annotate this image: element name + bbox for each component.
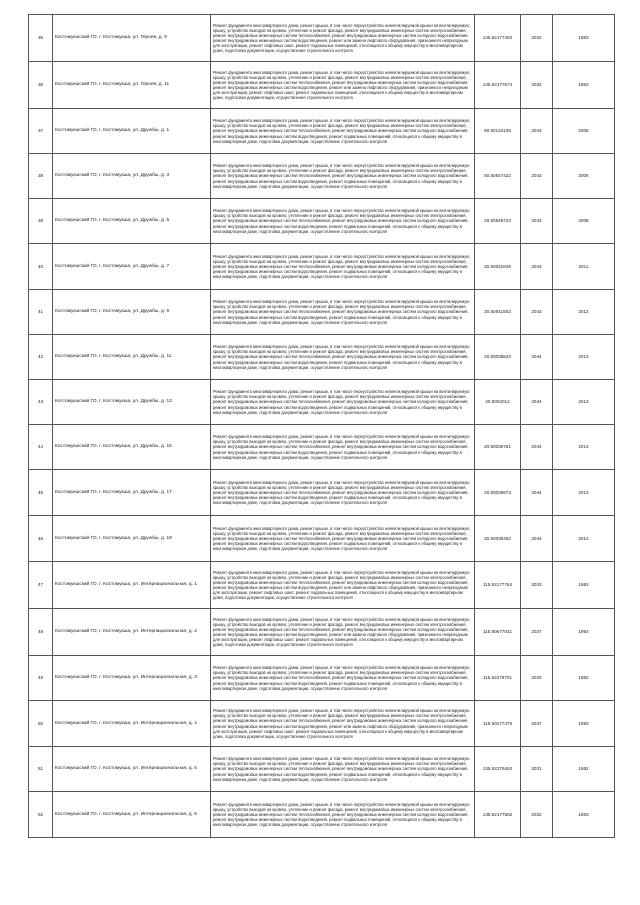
- row-number: 51: [29, 747, 53, 792]
- works-cell: Ремонт фундамента многоквартирного дома, ремонт крыши, в том числе переустройство невентилируемой крыши на вентилируемую крышу, устройство выходов на кровлю, утепление и ремонт фасада, ремонт внутридомовых инженерных систем электроснабжения, ремонт внутридомовых инженерных систем теплоснабжения, ремонт внутридомовых инженерных систем холодного водоснабжения, ремонт внутридомовых инженерных систем водоотведения, ремонт подвальных помещений, относящихся к общему имуществу в многоквартирном доме, подготовка документации, осуществление строительного контроля: [211, 290, 475, 335]
- works-cell: Ремонт фундамента многоквартирного дома, ремонт крыши, в том числе переустройство невентилируемой крыши на вентилируемую крышу, устройство выходов на кровлю, утепление и ремонт фасада, ремонт внутридомовых инженерных систем электроснабжения, ремонт внутридомовых инженерных систем теплоснабжения, ремонт внутридомовых инженерных систем холодного водоснабжения, ремонт внутридомовых инженерных систем водоотведения, ремонт подвальных помещений, относящихся к общему имуществу в многоквартирном доме, подготовка документации, осуществление строительного контроля: [211, 656, 475, 701]
- works-cell: Ремонт фундамента многоквартирного дома, ремонт крыши, в том числе переустройство невентилируемой крыши на вентилируемую крышу, устройство выходов на кровлю, утепление и ремонт фасада, ремонт внутридомовых инженерных систем электроснабжения, ремонт внутридомовых инженерных систем теплоснабжения, ремонт внутридомовых инженерных систем холодного водоснабжения, ремонт внутридомовых инженерных систем водоотведения, ремонт подвальных помещений, относящихся к общему имуществу в многоквартирном доме, подготовка документации, осуществление строительного контроля: [211, 792, 475, 838]
- build-year-cell: 2006: [553, 154, 615, 199]
- repair-year-cell: 2044: [521, 516, 553, 562]
- row-number: 37: [29, 109, 53, 154]
- address-cell: Костомукшский ГО, г. Костомукша, ул. Интернациональная, д. 2: [53, 609, 211, 656]
- build-year-cell: 2011: [553, 244, 615, 290]
- table-body: [29, 15, 615, 838]
- works-cell: Ремонт фундамента многоквартирного дома, ремонт крыши, в том числе переустройство невентилируемой крыши на вентилируемую крышу, устройство выходов на кровлю, утепление и ремонт фасада, ремонт внутридомовых инженерных систем электроснабжения, ремонт внутридомовых инженерных систем теплоснабжения, ремонт внутридомовых инженерных систем холодного водоснабжения, ремонт внутридомовых инженерных систем водоотведения, ремонт подвальных помещений, относящихся к общему имуществу в многоквартирном доме, подготовка документации, осуществление строительного контроля: [211, 244, 475, 290]
- cost-cell: 135.52177574: [475, 62, 521, 109]
- row-number: 49: [29, 656, 53, 701]
- cost-cell: 115.50277478: [475, 701, 521, 747]
- build-year-cell: 2013: [553, 335, 615, 380]
- row-number: 45: [29, 470, 53, 516]
- repair-year-cell: 2043: [521, 290, 553, 335]
- repair-year-cell: 2032: [521, 792, 553, 838]
- cost-cell: 20.50038761: [475, 425, 521, 470]
- table-row: [29, 290, 615, 335]
- works-cell: Ремонт фундамента многоквартирного дома, ремонт крыши, в том числе переустройство невентилируемой крыши на вентилируемую крышу, устройство выходов на кровлю, утепление и ремонт фасада, ремонт внутридомовых инженерных систем электроснабжения, ремонт внутридомовых инженерных систем теплоснабжения, ремонт внутридомовых инженерных систем холодного водоснабжения, ремонт внутридомовых инженерных систем водоотведения, ремонт подвальных помещений, относящихся к общему имуществу в многоквартирном доме, подготовка документации, осуществление строительного контроля: [211, 470, 475, 516]
- table-row: [29, 516, 615, 562]
- row-number: 47: [29, 562, 53, 609]
- works-cell: Ремонт фундамента многоквартирного дома, ремонт крыши, в том числе переустройство невентилируемой крыши на вентилируемую крышу, устройство выходов на кровлю, утепление и ремонт фасада, ремонт внутридомовых инженерных систем электроснабжения, ремонт внутридомовых инженерных систем теплоснабжения, ремонт внутридомовых инженерных систем холодного водоснабжения, ремонт внутридомовых инженерных систем водоотведения, ремонт подвальных помещений, относящихся к общему имуществу в многоквартирном доме, подготовка документации, осуществление строительного контроля: [211, 335, 475, 380]
- address-cell: Костомукшский ГО, г. Костомукша, ул. Дружбы, д. 11: [53, 335, 211, 380]
- repair-year-cell: 2044: [521, 380, 553, 425]
- repair-year-cell: 2044: [521, 335, 553, 380]
- cost-cell: 115.52276701: [475, 656, 521, 701]
- document-page: [28, 14, 614, 838]
- build-year-cell: 2014: [553, 425, 615, 470]
- address-cell: Костомукшский ГО, г. Костомукша, ул. Дружбы, д. 7: [53, 244, 211, 290]
- row-number: 43: [29, 380, 53, 425]
- cost-cell: 50.50547422: [475, 154, 521, 199]
- row-number: 48: [29, 609, 53, 656]
- table-row: [29, 609, 615, 656]
- works-cell: Ремонт фундамента многоквартирного дома, ремонт крыши, в том числе переустройство невентилируемой крыши на вентилируемую крышу, устройство выходов на кровлю, утепление и ремонт фасада, ремонт внутридомовых инженерных систем электроснабжения, ремонт внутридомовых инженерных систем теплоснабжения, ремонт внутридомовых инженерных систем холодного водоснабжения, ремонт внутридомовых инженерных систем водоотведения, ремонт или замена лифтового оборудования, признанного непригодным для эксплуатации, ремонт лифтовых шахт, ремонт подвальных помещений, относящихся к общему имуществу в многоквартирном доме, подготовка документации, осуществление строительного контроля: [211, 562, 475, 609]
- table-row: [29, 335, 615, 380]
- repair-program-table: [28, 14, 615, 838]
- build-year-cell: 1993: [553, 701, 615, 747]
- cost-cell: 50.50143105: [475, 109, 521, 154]
- build-year-cell: 1982: [553, 656, 615, 701]
- build-year-cell: 1993: [553, 609, 615, 656]
- works-cell: Ремонт фундамента многоквартирного дома, ремонт крыши, в том числе переустройство невентилируемой крыши на вентилируемую крышу, устройство выходов на кровлю, утепление и ремонт фасада, ремонт внутридомовых инженерных систем электроснабжения, ремонт внутридомовых инженерных систем теплоснабжения, ремонт внутридомовых инженерных систем холодного водоснабжения, ремонт внутридомовых инженерных систем водоотведения, ремонт подвальных помещений, относящихся к общему имуществу в многоквартирном доме, подготовка документации, осуществление строительного контроля: [211, 425, 475, 470]
- table-row: [29, 380, 615, 425]
- build-year-cell: 1983: [553, 562, 615, 609]
- address-cell: Костомукшский ГО, г. Костомукша, ул. Дружбы, д. 17: [53, 470, 211, 516]
- build-year-cell: 2012: [553, 290, 615, 335]
- table-row: [29, 656, 615, 701]
- repair-year-cell: 2043: [521, 199, 553, 244]
- repair-year-cell: 2044: [521, 425, 553, 470]
- build-year-cell: 1982: [553, 747, 615, 792]
- address-cell: Костомукшский ГО, г. Костомукша, ул. Интернациональная, д. 1: [53, 562, 211, 609]
- build-year-cell: 2013: [553, 470, 615, 516]
- works-cell: Ремонт фундамента многоквартирного дома, ремонт крыши, в том числе переустройство невентилируемой крыши на вентилируемую крышу, устройство выходов на кровлю, утепление и ремонт фасада, ремонт внутридомовых инженерных систем электроснабжения, ремонт внутридомовых инженерных систем теплоснабжения, ремонт внутридомовых инженерных систем холодного водоснабжения, ремонт внутридомовых инженерных систем водоотведения, ремонт подвальных помещений, относящихся к общему имуществу в многоквартирном доме, подготовка документации, осуществление строительного контроля: [211, 199, 475, 244]
- address-cell: Костомукшский ГО, г. Костомукша, ул. Дружбы, д. 5: [53, 199, 211, 244]
- cost-cell: 115.50677031: [475, 609, 521, 656]
- works-cell: Ремонт фундамента многоквартирного дома, ремонт крыши, в том числе переустройство невентилируемой крыши на вентилируемую крышу, устройство выходов на кровлю, утепление и ремонт фасада, ремонт внутридомовых инженерных систем электроснабжения, ремонт внутридомовых инженерных систем теплоснабжения, ремонт внутридомовых инженерных систем холодного водоснабжения, ремонт внутридомовых инженерных систем водоотведения, ремонт или замена лифтового оборудования, признанного непригодным для эксплуатации, ремонт лифтовых шахт, ремонт подвальных помещений, относящихся к общему имуществу в многоквартирном доме, подготовка документации, осуществление строительного контроля: [211, 15, 475, 62]
- row-number: 40: [29, 244, 53, 290]
- row-number: 39: [29, 199, 53, 244]
- repair-year-cell: 2032: [521, 62, 553, 109]
- build-year-cell: 1983: [553, 15, 615, 62]
- row-number: 35: [29, 15, 53, 62]
- row-number: 41: [29, 290, 53, 335]
- build-year-cell: 1983: [553, 62, 615, 109]
- address-cell: Костомукшский ГО, г. Костомукша, ул. Дружбы, д. 3: [53, 154, 211, 199]
- table-row: [29, 562, 615, 609]
- works-cell: Ремонт фундамента многоквартирного дома, ремонт крыши, в том числе переустройство невентилируемой крыши на вентилируемую крышу, устройство выходов на кровлю, утепление и ремонт фасада, ремонт внутридомовых инженерных систем электроснабжения, ремонт внутридомовых инженерных систем теплоснабжения, ремонт внутридомовых инженерных систем холодного водоснабжения, ремонт внутридомовых инженерных систем водоотведения, ремонт или замена лифтового оборудования, признанного непригодным для эксплуатации, ремонт лифтовых шахт, ремонт подвальных помещений, относящихся к общему имуществу в многоквартирном доме, подготовка документации, осуществление строительного контроля: [211, 701, 475, 747]
- cost-cell: 20.50549724: [475, 199, 521, 244]
- address-cell: Костомукшский ГО, г. Костомукша, ул. Интернациональная, д. 6: [53, 792, 211, 838]
- table-row: [29, 15, 615, 62]
- table-row: [29, 701, 615, 747]
- repair-year-cell: 2033: [521, 562, 553, 609]
- repair-year-cell: 2043: [521, 154, 553, 199]
- row-number: 44: [29, 425, 53, 470]
- works-cell: Ремонт фундамента многоквартирного дома, ремонт крыши, в том числе переустройство невентилируемой крыши на вентилируемую крышу, устройство выходов на кровлю, утепление и ремонт фасада, ремонт внутридомовых инженерных систем электроснабжения, ремонт внутридомовых инженерных систем теплоснабжения, ремонт внутридомовых инженерных систем холодного водоснабжения, ремонт внутридомовых инженерных систем водоотведения, ремонт или замена лифтового оборудования, признанного непригодным для эксплуатации, ремонт лифтовых шахт, ремонт подвальных помещений, относящихся к общему имуществу в многоквартирном доме, подготовка документации, осуществление строительного контроля: [211, 62, 475, 109]
- table-row: [29, 792, 615, 838]
- row-number: 46: [29, 516, 53, 562]
- cost-cell: 135.52177462: [475, 15, 521, 62]
- row-number: 36: [29, 62, 53, 109]
- repair-year-cell: 2044: [521, 470, 553, 516]
- address-cell: Костомукшский ГО, г. Костомукша, ул. Дружбы, д. 15: [53, 425, 211, 470]
- address-cell: Костомукшский ГО, г. Костомукша, ул. Дружбы, д. 9: [53, 290, 211, 335]
- repair-year-cell: 2032: [521, 15, 553, 62]
- build-year-cell: 1983: [553, 792, 615, 838]
- cost-cell: 20.50038843: [475, 335, 521, 380]
- table-row: [29, 747, 615, 792]
- cost-cell: 20.50038462: [475, 516, 521, 562]
- table-row: [29, 199, 615, 244]
- table-row: [29, 62, 615, 109]
- address-cell: Костомукшский ГО, г. Костомукша, ул. Дружбы, д. 13: [53, 380, 211, 425]
- row-number: 50: [29, 701, 53, 747]
- works-cell: Ремонт фундамента многоквартирного дома, ремонт крыши, в том числе переустройство невентилируемой крыши на вентилируемую крышу, устройство выходов на кровлю, утепление и ремонт фасада, ремонт внутридомовых инженерных систем электроснабжения, ремонт внутридомовых инженерных систем теплоснабжения, ремонт внутридомовых инженерных систем холодного водоснабжения, ремонт внутридомовых инженерных систем водоотведения, ремонт или замена лифтового оборудования, признанного непригодным для эксплуатации, ремонт лифтовых шахт, ремонт подвальных помещений, относящихся к общему имуществу в многоквартирном доме, подготовка документации, осуществление строительного контроля: [211, 609, 475, 656]
- address-cell: Костомукшский ГО, г. Костомукша, ул. Дружбы, д. 19: [53, 516, 211, 562]
- address-cell: Костомукшский ГО, г. Костомукша, ул. Героев, д. 9: [53, 15, 211, 62]
- repair-year-cell: 2031: [521, 747, 553, 792]
- address-cell: Костомукшский ГО, г. Костомукша, ул. Интернациональная, д. 5: [53, 747, 211, 792]
- works-cell: Ремонт фундамента многоквартирного дома, ремонт крыши, в том числе переустройство невентилируемой крыши на вентилируемую крышу, устройство выходов на кровлю, утепление и ремонт фасада, ремонт внутридомовых инженерных систем электроснабжения, ремонт внутридомовых инженерных систем теплоснабжения, ремонт внутридомовых инженерных систем холодного водоснабжения, ремонт внутридомовых инженерных систем водоотведения, ремонт подвальных помещений, относящихся к общему имуществу в многоквартирном доме, подготовка документации, осуществление строительного контроля: [211, 747, 475, 792]
- cost-cell: 20.50038673: [475, 470, 521, 516]
- works-cell: Ремонт фундамента многоквартирного дома, ремонт крыши, в том числе переустройство невентилируемой крыши на вентилируемую крышу, устройство выходов на кровлю, утепление и ремонт фасада, ремонт внутридомовых инженерных систем электроснабжения, ремонт внутридомовых инженерных систем теплоснабжения, ремонт внутридомовых инженерных систем холодного водоснабжения, ремонт внутридомовых инженерных систем водоотведения, ремонт подвальных помещений, относящихся к общему имуществу в многоквартирном доме, подготовка документации, осуществление строительного контроля: [211, 109, 475, 154]
- table-row: [29, 109, 615, 154]
- address-cell: Костомукшский ГО, г. Костомукша, ул. Интернациональная, д. 4: [53, 701, 211, 747]
- works-cell: Ремонт фундамента многоквартирного дома, ремонт крыши, в том числе переустройство невентилируемой крыши на вентилируемую крышу, устройство выходов на кровлю, утепление и ремонт фасада, ремонт внутридомовых инженерных систем электроснабжения, ремонт внутридомовых инженерных систем теплоснабжения, ремонт внутридомовых инженерных систем холодного водоснабжения, ремонт внутридомовых инженерных систем водоотведения, ремонт подвальных помещений, относящихся к общему имуществу в многоквартирном доме, подготовка документации, осуществление строительного контроля: [211, 380, 475, 425]
- address-cell: Костомукшский ГО, г. Костомукша, ул. Интернациональная, д. 3: [53, 656, 211, 701]
- address-cell: Костомукшский ГО, г. Костомукша, ул. Героев, д. 11: [53, 62, 211, 109]
- repair-year-cell: 2043: [521, 109, 553, 154]
- cost-cell: 115.52177764: [475, 562, 521, 609]
- row-number: 42: [29, 335, 53, 380]
- cost-cell: 20.50042849: [475, 244, 521, 290]
- table-row: [29, 425, 615, 470]
- repair-year-cell: 2037: [521, 701, 553, 747]
- cost-cell: 20.50541502: [475, 290, 521, 335]
- address-cell: Костомукшский ГО, г. Костомукша, ул. Дружбы, д. 1: [53, 109, 211, 154]
- works-cell: Ремонт фундамента многоквартирного дома, ремонт крыши, в том числе переустройство невентилируемой крыши на вентилируемую крышу, устройство выходов на кровлю, утепление и ремонт фасада, ремонт внутридомовых инженерных систем электроснабжения, ремонт внутридомовых инженерных систем теплоснабжения, ремонт внутридомовых инженерных систем холодного водоснабжения, ремонт внутридомовых инженерных систем водоотведения, ремонт подвальных помещений, относящихся к общему имуществу в многоквартирном доме, подготовка документации, осуществление строительного контроля: [211, 516, 475, 562]
- build-year-cell: 2006: [553, 109, 615, 154]
- build-year-cell: 2014: [553, 516, 615, 562]
- row-number: 52: [29, 792, 53, 838]
- repair-year-cell: 2033: [521, 656, 553, 701]
- repair-year-cell: 2043: [521, 244, 553, 290]
- cost-cell: 20.5004012: [475, 380, 521, 425]
- cost-cell: 135.52276462: [475, 747, 521, 792]
- build-year-cell: 2013: [553, 380, 615, 425]
- cost-cell: 135.52177562: [475, 792, 521, 838]
- table-row: [29, 244, 615, 290]
- table-row: [29, 470, 615, 516]
- works-cell: Ремонт фундамента многоквартирного дома, ремонт крыши, в том числе переустройство невентилируемой крыши на вентилируемую крышу, устройство выходов на кровлю, утепление и ремонт фасада, ремонт внутридомовых инженерных систем электроснабжения, ремонт внутридомовых инженерных систем теплоснабжения, ремонт внутридомовых инженерных систем холодного водоснабжения, ремонт внутридомовых инженерных систем водоотведения, ремонт подвальных помещений, относящихся к общему имуществу в многоквартирном доме, подготовка документации, осуществление строительного контроля: [211, 154, 475, 199]
- build-year-cell: 2008: [553, 199, 615, 244]
- row-number: 38: [29, 154, 53, 199]
- table-row: [29, 154, 615, 199]
- repair-year-cell: 2037: [521, 609, 553, 656]
